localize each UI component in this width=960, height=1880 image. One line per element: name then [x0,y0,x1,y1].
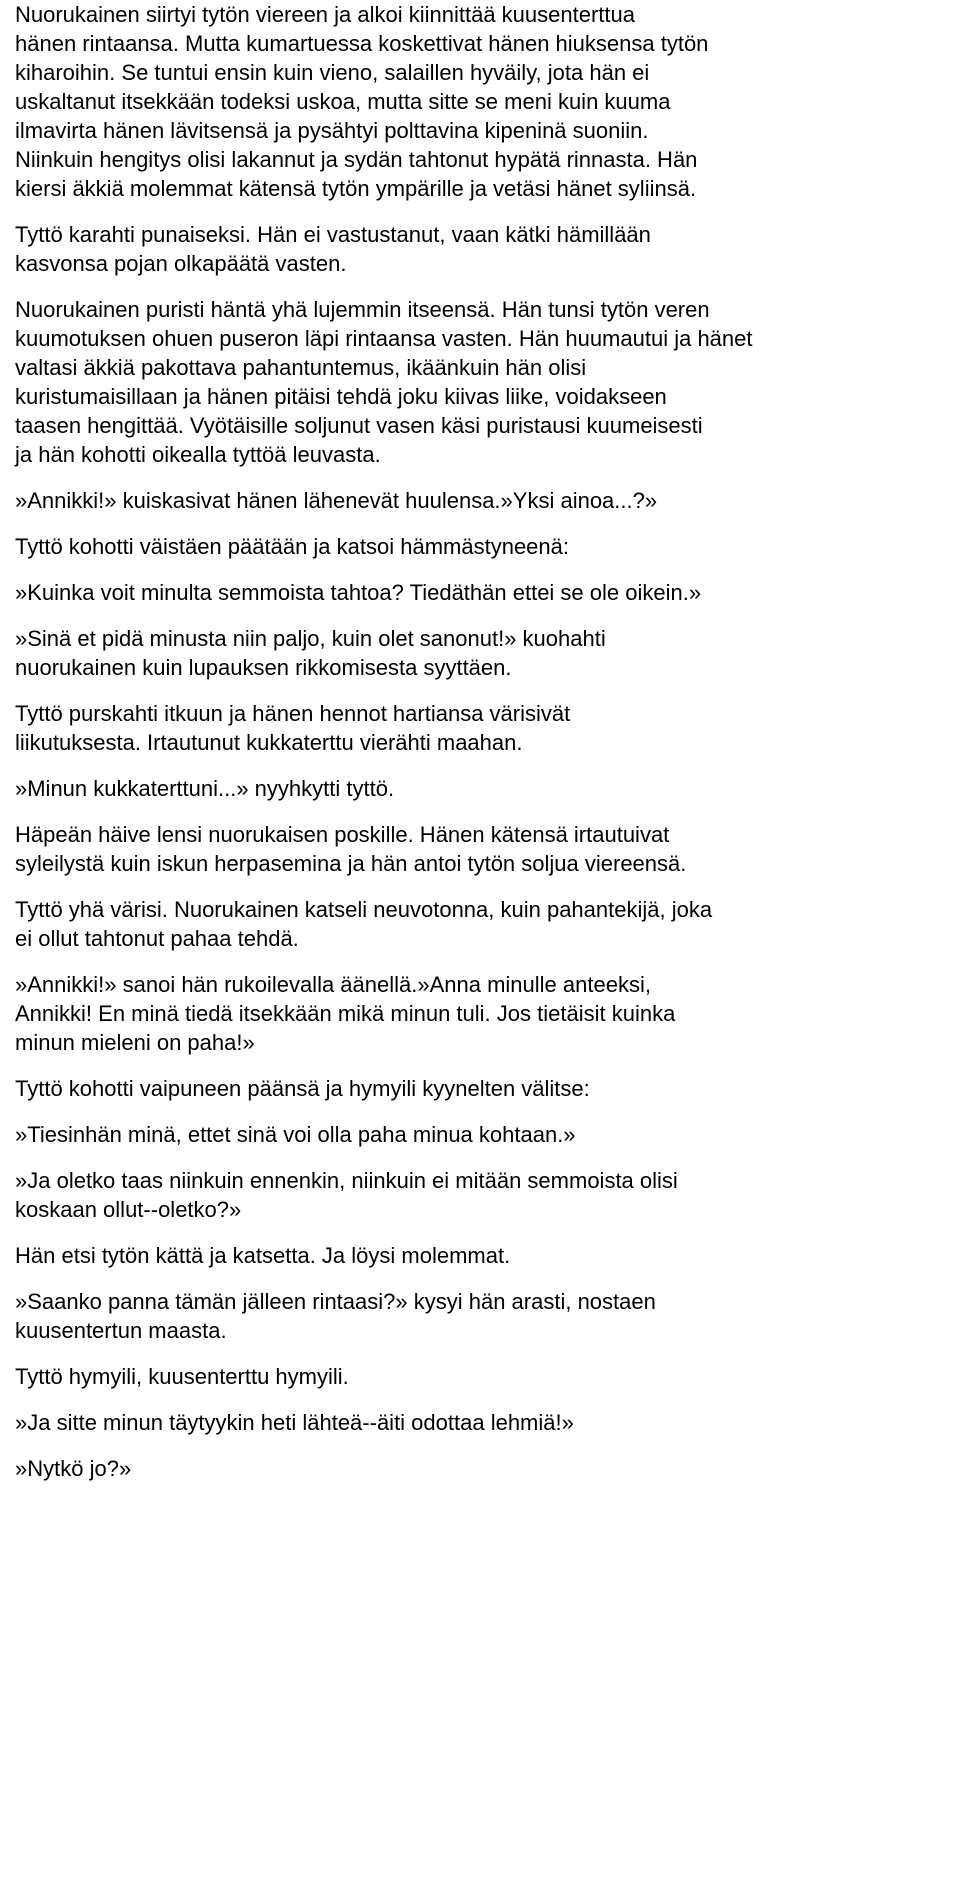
text-line: »Saanko panna tämän jälleen rintaasi?» kysyi hän arasti, nostaen [15,1289,656,1314]
paragraph-7 [15,624,945,682]
paragraph-1 [15,0,945,203]
text-line: Hän etsi tytön kättä ja katsetta. Ja löysi molemmat. [15,1243,511,1268]
paragraph-20 [15,1454,945,1483]
paragraph-3 [15,295,945,469]
paragraph-17 [15,1287,945,1345]
paragraph-18 [15,1362,945,1391]
text-line: valtasi äkkiä pakottava pahantuntemus, ikäänkuin hän olisi [15,355,587,380]
paragraph-gap [15,1437,945,1454]
text-line: syleilystä kuin iskun herpasemina ja hän antoi tytön soljua viereensä. [15,851,687,876]
paragraph-9 [15,774,945,803]
paragraph-gap [15,515,945,532]
text-line: »Kuinka voit minulta semmoista tahtoa? Tiedäthän ettei se ole oikein.» [15,580,702,605]
paragraph-14 [15,1120,945,1149]
text-line: »Sinä et pidä minusta niin paljo, kuin olet sanonut!» kuohahti [15,626,606,651]
paragraph-11 [15,895,945,953]
paragraph-gap [15,1391,945,1408]
paragraph-gap [15,1224,945,1241]
text-line: Annikki! En minä tiedä itsekkään mikä minun tuli. Jos tietäisit kuinka [15,1001,676,1026]
paragraph-16 [15,1241,945,1270]
text-line: Tyttö karahti punaiseksi. Hän ei vastustanut, vaan kätki hämillään [15,222,651,247]
text-line: Tyttö yhä värisi. Nuorukainen katseli neuvotonna, kuin pahantekijä, joka [15,897,713,922]
paragraph-12 [15,970,945,1057]
paragraph-gap [15,203,945,220]
text-line: kasvonsa pojan olkapäätä vasten. [15,251,347,276]
text-line: Tyttö kohotti vaipuneen päänsä ja hymyili kyynelten välitse: [15,1076,590,1101]
text-line: kuristumaisillaan ja hänen pitäisi tehdä joku kiivas liike, voidakseen [15,384,667,409]
text-line: kiersi äkkiä molemmat kätensä tytön ympärille ja vetäsi hänet syliinsä. [15,176,697,201]
text-line: nuorukainen kuin lupauksen rikkomisesta syyttäen. [15,655,512,680]
text-line: »Minun kukkaterttuni...» nyyhkytti tyttö. [15,776,395,801]
paragraph-gap [15,469,945,486]
text-line: ei ollut tahtonut pahaa tehdä. [15,926,299,951]
paragraph-gap [15,682,945,699]
text-line: »Ja oletko taas niinkuin ennenkin, niinkuin ei mitään semmoista olisi [15,1168,678,1193]
paragraph-gap [15,1270,945,1287]
paragraph-6 [15,578,945,607]
paragraph-gap [15,1057,945,1074]
paragraph-gap [15,1103,945,1120]
paragraph-gap [15,757,945,774]
text-line: kuumotuksen ohuen puseron läpi rintaansa vasten. Hän huumautui ja hänet [15,326,753,351]
paragraph-4 [15,486,945,515]
paragraph-5 [15,532,945,561]
text-line: ja hän kohotti oikealla tyttöä leuvasta. [15,442,381,467]
text-line: Niinkuin hengitys olisi lakannut ja sydän tahtonut hypätä rinnasta. Hän [15,147,698,172]
paragraph-15 [15,1166,945,1224]
text-line: Nuorukainen siirtyi tytön viereen ja alkoi kiinnittää kuusenterttua [15,2,635,27]
text-line: »Annikki!» kuiskasivat hänen lähenevät huulensa.»Yksi ainoa...?» [15,488,658,513]
paragraph-gap [15,1345,945,1362]
paragraph-gap [15,953,945,970]
paragraph-2 [15,220,945,278]
text-line: kiharoihin. Se tuntui ensin kuin vieno, salaillen hyväily, jota hän ei [15,60,650,85]
text-line: ilmavirta hänen lävitsensä ja pysähtyi polttavina kipeninä suoniin. [15,118,649,143]
text-line: »Annikki!» sanoi hän rukoilevalla äänellä.»Anna minulle anteeksi, [15,972,651,997]
text-line: hänen rintaansa. Mutta kumartuessa koskettivat hänen hiuksensa tytön [15,31,709,56]
paragraph-19 [15,1408,945,1437]
paragraph-gap [15,1149,945,1166]
text-line: Tyttö hymyili, kuusenterttu hymyili. [15,1364,349,1389]
text-line: »Nytkö jo?» [15,1456,132,1481]
text-line: uskaltanut itsekkään todeksi uskoa, mutta sitte se meni kuin kuuma [15,89,671,114]
paragraph-gap [15,607,945,624]
text-line: »Tiesinhän minä, ettet sinä voi olla paha minua kohtaan.» [15,1122,576,1147]
text-line: koskaan ollut--oletko?» [15,1197,242,1222]
paragraph-gap [15,878,945,895]
text-line: Tyttö kohotti väistäen päätään ja katsoi hämmästyneenä: [15,534,569,559]
text-line: taasen hengittää. Vyötäisille soljunut vasen käsi puristausi kuumeisesti [15,413,703,438]
paragraph-gap [15,278,945,295]
text-line: Häpeän häive lensi nuorukaisen poskille. Hänen kätensä irtautuivat [15,822,670,847]
paragraph-8 [15,699,945,757]
text-line: minun mieleni on paha!» [15,1030,255,1055]
text-line: Nuorukainen puristi häntä yhä lujemmin itseensä. Hän tunsi tytön veren [15,297,710,322]
text-line: kuusentertun maasta. [15,1318,227,1343]
text-line: »Ja sitte minun täytyykin heti lähteä--äiti odottaa lehmiä!» [15,1410,574,1435]
paragraph-gap [15,803,945,820]
paragraph-13 [15,1074,945,1103]
text-line: liikutuksesta. Irtautunut kukkaterttu vierähti maahan. [15,730,523,755]
paragraph-10 [15,820,945,878]
paragraph-gap [15,561,945,578]
text-line: Tyttö purskahti itkuun ja hänen hennot hartiansa värisivät [15,701,571,726]
